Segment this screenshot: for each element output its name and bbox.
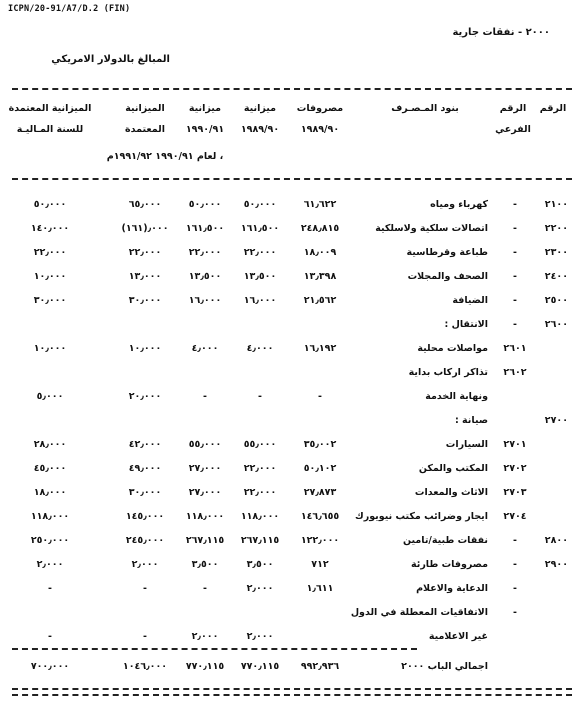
row-code: ٢١٠٠ (544, 199, 568, 210)
row-item: الدعاية والاعلام (416, 583, 488, 594)
row-budget-90-91: ٣٫٥٠٠ (191, 559, 219, 570)
table-row (0, 578, 580, 600)
row-approved-budget: ١٣٫٠٠٠ (128, 271, 162, 282)
row-code: ٢٢٠٠ (544, 223, 568, 234)
total-budget-90-91: ٧٧٠٫١١٥ (185, 661, 225, 672)
row-code (540, 458, 568, 480)
row-budget-89-90 (230, 362, 290, 384)
row-approved-fiscal: ٤٥٫٠٠٠ (33, 463, 67, 474)
table-row (0, 266, 580, 288)
header-approved-budget: الميزانية المعتمدة (125, 103, 165, 135)
row-budget-90-91: ١٦٫٠٠٠ (188, 295, 222, 306)
table-row (0, 626, 580, 648)
header-budget-90-91: ميزانية ١٩٩٠/٩١ (185, 103, 225, 135)
header-expenditure: مصروفات ١٩٨٩/٩٠ (296, 103, 344, 135)
row-budget-89-90: ٤٫٠٠٠ (246, 343, 274, 354)
total-expenditure: ٩٩٢٫٩٣٦ (300, 661, 340, 672)
row-budget-90-91: ١١٨٫٠٠٠ (185, 511, 225, 522)
row-code (540, 482, 568, 504)
row-sub-code: - (513, 271, 517, 282)
row-approved-budget (115, 410, 175, 432)
row-approved-fiscal: ٥٫٠٠٠ (36, 391, 64, 402)
row-sub-code: - (513, 319, 517, 330)
header-top-rule (12, 88, 572, 90)
header-item: بنود المـصـرف (391, 103, 459, 114)
row-budget-89-90: ٢٫٠٠٠ (246, 631, 274, 642)
row-expenditure: ١٨٫٠٠٩ (303, 247, 337, 258)
row-budget-89-90: ٥٥٫٠٠٠ (243, 439, 277, 450)
row-approved-fiscal: ١٠٫٠٠٠ (33, 271, 67, 282)
row-budget-89-90: ٢٢٫٠٠٠ (243, 463, 277, 474)
table-row (0, 290, 580, 312)
row-budget-90-91: ٢٧٫٠٠٠ (188, 463, 222, 474)
row-expenditure: ٢١٫٥٦٢ (303, 295, 337, 306)
row-budget-89-90: ٢٢٫٠٠٠ (243, 487, 277, 498)
row-item: نفقات طبية/تامين (402, 535, 488, 546)
header-bottom-rule (12, 178, 572, 180)
row-approved-budget: ٢٤٥٫٠٠٠ (125, 535, 165, 546)
row-item: صيانة : (454, 415, 488, 426)
row-budget-89-90 (230, 314, 290, 336)
row-expenditure: ١٦٫١٩٢ (303, 343, 337, 354)
row-expenditure: ٥٠٫١٠٢ (303, 463, 337, 474)
row-approved-fiscal (15, 410, 85, 432)
row-budget-89-90: ٢٢٫٠٠٠ (243, 247, 277, 258)
table-row (0, 602, 580, 624)
table-row (0, 242, 580, 264)
table-row (0, 482, 580, 504)
row-expenditure: ١٫٦١١ (306, 583, 334, 594)
currency-note: المبالغ بالدولار الامريكي (51, 54, 170, 65)
row-budget-89-90: ١٦١٫٥٠٠ (240, 223, 280, 234)
document-code: ICPN/20-91/A7/D.2 (FIN) (8, 4, 131, 14)
row-item: الصحف والمجلات (407, 271, 488, 282)
table-row (0, 362, 580, 384)
row-sub-code: - (513, 583, 517, 594)
row-budget-90-91: ١٦١٫٥٠٠ (185, 223, 225, 234)
row-sub-code: ٢٦٠٢ (503, 367, 527, 378)
row-expenditure: ٢٧٫٨٧٣ (303, 487, 337, 498)
row-budget-90-91 (175, 602, 235, 624)
row-budget-89-90: ٢٫٠٠٠ (246, 583, 274, 594)
row-item: ونهاية الخدمة (425, 391, 488, 402)
row-budget-89-90 (230, 410, 290, 432)
row-approved-budget: ٢٢٫٠٠٠ (128, 247, 162, 258)
header-year-line: ، لعام ١٩٩٠/٩١ ١٩٩١/٩٢م (106, 151, 224, 162)
row-sub-code: - (513, 535, 517, 546)
row-code: ٢٨٠٠ (544, 535, 568, 546)
row-expenditure: ١٤٦٫٦٥٥ (300, 511, 340, 522)
row-sub-code: - (513, 247, 517, 258)
row-approved-fiscal (15, 314, 85, 336)
row-expenditure: - (318, 391, 322, 402)
row-approved-budget (115, 602, 175, 624)
row-approved-budget: ١٠٫٠٠٠ (128, 343, 162, 354)
row-approved-fiscal: - (48, 631, 52, 642)
row-sub-code: ٢٦٠١ (503, 343, 527, 354)
row-code (540, 578, 568, 600)
total-label: اجمالي الباب ٢٠٠٠ (401, 661, 488, 672)
row-sub-code (498, 626, 532, 648)
row-budget-90-91 (175, 362, 235, 384)
table-row (0, 314, 580, 336)
row-approved-budget: ٢٠٫٠٠٠ (128, 391, 162, 402)
row-expenditure: ٢٤٨٫٨١٥ (300, 223, 340, 234)
row-budget-90-91: ٢٧٫٠٠٠ (188, 487, 222, 498)
row-budget-90-91: ١٣٫٥٠٠ (188, 271, 222, 282)
row-approved-budget: ٢٫٠٠٠ (131, 559, 159, 570)
row-approved-fiscal: ١٤٠٫٠٠٠ (30, 223, 70, 234)
header-code: الرقم (539, 103, 567, 114)
row-sub-code: ٢٧٠٣ (503, 487, 527, 498)
row-code (540, 362, 568, 384)
row-sub-code (498, 410, 532, 432)
row-budget-90-91 (175, 314, 235, 336)
row-budget-89-90: ١٣٫٥٠٠ (243, 271, 277, 282)
row-budget-90-91: ٥٥٫٠٠٠ (188, 439, 222, 450)
row-approved-fiscal: ١٨٫٠٠٠ (33, 487, 67, 498)
row-code (540, 338, 568, 360)
total-approved-budget: ١٠٤٦٫٠٠٠ (122, 661, 168, 672)
row-sub-code: - (513, 199, 517, 210)
row-approved-budget: ٣٠٫٠٠٠ (128, 295, 162, 306)
row-approved-fiscal: ٥٠٫٠٠٠ (33, 199, 67, 210)
row-approved-fiscal: ٢٥٠٫٠٠٠ (30, 535, 70, 546)
row-item: الاثاث والمعدات (414, 487, 488, 498)
row-item: اتصالات سلكية ولاسلكية (375, 223, 488, 234)
row-approved-fiscal: ٢٨٫٠٠٠ (33, 439, 67, 450)
total-approved-fiscal: ٧٠٠٫٠٠٠ (30, 661, 70, 672)
row-item: الضيافة (452, 295, 488, 306)
total-budget-89-90: ٧٧٠٫١١٥ (240, 661, 280, 672)
row-code (540, 506, 568, 528)
row-budget-89-90: - (258, 391, 262, 402)
row-approved-budget: - (143, 631, 147, 642)
row-expenditure: ٣٥٫٠٠٢ (303, 439, 337, 450)
row-code: ٢٣٠٠ (544, 247, 568, 258)
table-row (0, 218, 580, 240)
row-expenditure (290, 314, 350, 336)
row-item: مواصلات محلية (417, 343, 488, 354)
section-title: ٢٠٠٠ - نفقات جارية (452, 27, 550, 38)
row-code (540, 626, 568, 648)
row-sub-code: ٢٧٠٤ (503, 511, 527, 522)
row-approved-budget: ٦٥٫٠٠٠ (128, 199, 162, 210)
row-expenditure: ٧١٢ (311, 559, 329, 570)
row-budget-90-91 (175, 410, 235, 432)
row-expenditure: ١٣٫٣٩٨ (303, 271, 337, 282)
row-approved-budget: - (143, 583, 147, 594)
row-item: الاتفاقيات المعطلة في الدول (350, 607, 488, 618)
row-approved-budget (115, 314, 175, 336)
row-approved-fiscal: ١٠٫٠٠٠ (33, 343, 67, 354)
table-row (0, 410, 580, 432)
row-approved-budget: ١٤٥٫٠٠٠ (125, 511, 165, 522)
header-budget-89-90: ميزانية ١٩٨٩/٩٠ (240, 103, 280, 135)
row-code: ٢٦٠٠ (544, 319, 568, 330)
row-approved-fiscal (15, 362, 85, 384)
row-approved-fiscal: ٢٢٫٠٠٠ (33, 247, 67, 258)
row-budget-90-91: - (203, 391, 207, 402)
row-code: ٢٩٠٠ (544, 559, 568, 570)
table-row (0, 434, 580, 456)
header-approved-fiscal: الميزانية المعتمدة للسنة المـاليـة (8, 103, 92, 135)
table-row (0, 530, 580, 552)
row-item: تذاكر اركاب بداية (408, 367, 488, 378)
table-row (0, 458, 580, 480)
row-item: المكتب والمكن (418, 463, 488, 474)
row-code (540, 602, 568, 624)
row-approved-budget: ٣٠٫٠٠٠ (128, 487, 162, 498)
row-item: مصروفات طارئة (410, 559, 488, 570)
row-budget-90-91: ٢٢٫٠٠٠ (188, 247, 222, 258)
row-item: السيارات (445, 439, 488, 450)
row-approved-budget: ٤٩٫٠٠٠ (128, 463, 162, 474)
row-expenditure (290, 410, 350, 432)
row-approved-budget: (١٦١)٫٠٠٠ (121, 223, 169, 234)
row-budget-89-90: ٥٠٫٠٠٠ (243, 199, 277, 210)
row-sub-code: - (513, 295, 517, 306)
row-code (540, 386, 568, 408)
row-budget-89-90: ٣٫٥٠٠ (246, 559, 274, 570)
row-budget-89-90: ٢٦٧٫١١٥ (240, 535, 280, 546)
row-sub-code (498, 386, 532, 408)
row-sub-code: ٢٧٠٢ (503, 463, 527, 474)
row-approved-fiscal: ٣٠٫٠٠٠ (33, 295, 67, 306)
row-sub-code: - (513, 607, 517, 618)
row-approved-budget: ٤٢٫٠٠٠ (128, 439, 162, 450)
row-code: ٢٤٠٠ (544, 271, 568, 282)
total-row (0, 656, 580, 678)
row-budget-89-90: ١١٨٫٠٠٠ (240, 511, 280, 522)
row-expenditure (290, 602, 350, 624)
row-expenditure: ١٢٢٫٠٠٠ (300, 535, 340, 546)
row-sub-code: - (513, 559, 517, 570)
row-expenditure (290, 626, 350, 648)
row-approved-fiscal: ٢٫٠٠٠ (36, 559, 64, 570)
row-approved-budget (115, 362, 175, 384)
header-sub-code: الرقم الفرعي (495, 103, 531, 135)
row-item: غير الاعلامية (428, 631, 488, 642)
row-expenditure (290, 362, 350, 384)
footer-double-rule (12, 688, 572, 696)
row-item: ايجار وضرائب مكتب نيويورك (355, 511, 488, 522)
row-approved-fiscal (15, 602, 85, 624)
table-row (0, 194, 580, 216)
row-code: ٢٥٠٠ (544, 295, 568, 306)
row-budget-90-91: - (203, 583, 207, 594)
table-row (0, 506, 580, 528)
row-budget-90-91: ٥٠٫٠٠٠ (188, 199, 222, 210)
row-sub-code: ٢٧٠١ (503, 439, 527, 450)
row-item: كهرباء ومياه (430, 199, 488, 210)
row-budget-89-90: ١٦٫٠٠٠ (243, 295, 277, 306)
row-budget-89-90 (230, 602, 290, 624)
row-approved-fiscal: - (48, 583, 52, 594)
table-row (0, 338, 580, 360)
row-item: طباعة وقرطاسية (406, 247, 488, 258)
row-budget-90-91: ٢٦٧٫١١٥ (185, 535, 225, 546)
row-sub-code: - (513, 223, 517, 234)
row-code: ٢٧٠٠ (544, 415, 568, 426)
table-row (0, 554, 580, 576)
row-budget-90-91: ٤٫٠٠٠ (191, 343, 219, 354)
total-top-rule (12, 648, 417, 650)
row-budget-90-91: ٢٫٠٠٠ (191, 631, 219, 642)
row-code (540, 434, 568, 456)
row-expenditure: ٦١٫٦٢٢ (303, 199, 337, 210)
row-approved-fiscal: ١١٨٫٠٠٠ (30, 511, 70, 522)
row-item: الانتقال : (444, 319, 488, 330)
table-row (0, 386, 580, 408)
